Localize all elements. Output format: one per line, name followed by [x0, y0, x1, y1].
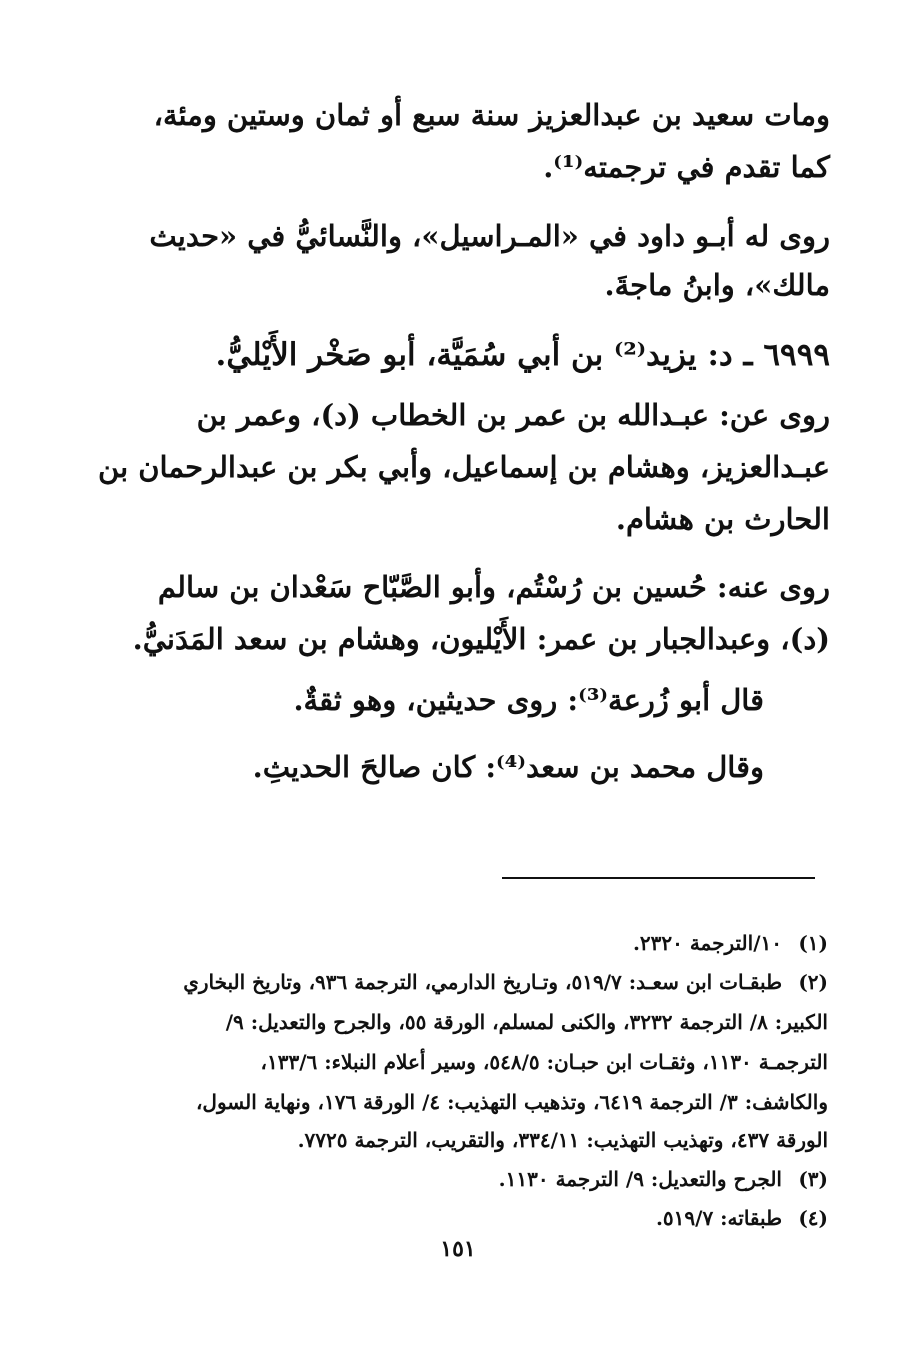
body-line: مالك»، وابنُ ماجةَ.: [604, 268, 830, 302]
entry-heading: ٦٩٩٩ ـ د: يزيد⁽²⁾ بن أبي سُمَيَّة، أبو صَخْر الأَيْليُّ.: [215, 337, 830, 373]
page-number: ١٥١: [440, 1236, 476, 1262]
footnote-line: طبقاته: ٥١٩/٧.: [655, 1206, 782, 1230]
body-line: ومات سعيد بن عبدالعزيز سنة سبع أو ثمان وستين ومئة،: [153, 98, 830, 132]
footnote-line: الجرح والتعديل: ٩/ الترجمة ١١٣٠.: [498, 1167, 782, 1191]
body-line: روى عن: عبـدالله بن عمر بن الخطاب (د)، وعمر بن: [196, 398, 830, 432]
footnote-line: طبقـات ابن سعـد: ٥١٩/٧، وتـاريخ الدارمي، الترجمة ٩٣٦، وتاريخ البخاري: [183, 970, 782, 994]
footnote-number: (٢): [798, 970, 828, 994]
body-line: قال أبو زُرعة⁽³⁾: روى حديثين، وهو ثقةٌ.: [293, 683, 764, 717]
footnote-line: الورقة ٤٣٧، وتهذيب التهذيب: ٣٣٤/١١، والتقريب، الترجمة ٧٧٢٥.: [297, 1128, 828, 1152]
body-line: روى عنه: حُسين بن رُسْتُم، وأبو الصَّبّاح سَعْدان بن سالم: [157, 570, 830, 604]
body-line: كما تقدم في ترجمته⁽¹⁾.: [543, 150, 830, 184]
footnote-number: (٣): [798, 1167, 828, 1191]
body-line: (د)، وعبدالجبار بن عمر: الأَيْليون، وهشام بن سعد المَدَنيُّ.: [132, 622, 830, 656]
body-line: وقال محمد بن سعد⁽⁴⁾: كان صالحَ الحديثِ.: [252, 750, 764, 784]
footnote-line: والكاشف: ٣/ الترجمة ٦٤١٩، وتذهيب التهذيب: ٤/ الورقة ١٧٦، ونهاية السول،: [195, 1090, 828, 1114]
footnote-number: (٤): [798, 1206, 828, 1230]
footnote-separator: [502, 877, 815, 879]
footnote-line: الكبير: ٨/ الترجمة ٣٢٣٢، والكنى لمسلم، الورقة ٥٥، والجرح والتعديل: ٩/: [225, 1010, 828, 1034]
footnote-line: الترجمـة ١١٣٠، وثقـات ابن حبـان: ٥٤٨/٥، وسير أعلام النبلاء: ١٣٣/٦،: [260, 1050, 828, 1074]
body-line: عبـدالعزيز، وهشام بن إسماعيل، وأبي بكر بن عبدالرحمان بن: [98, 450, 830, 484]
body-line: الحارث بن هشام.: [615, 502, 830, 536]
footnote-line: ١٠/الترجمة ٢٣٢٠.: [632, 931, 782, 955]
footnote-number: (١): [798, 931, 828, 955]
body-line: روى له أبـو داود في «المـراسيل»، والنَّسائيُّ في «حديث: [149, 219, 830, 253]
